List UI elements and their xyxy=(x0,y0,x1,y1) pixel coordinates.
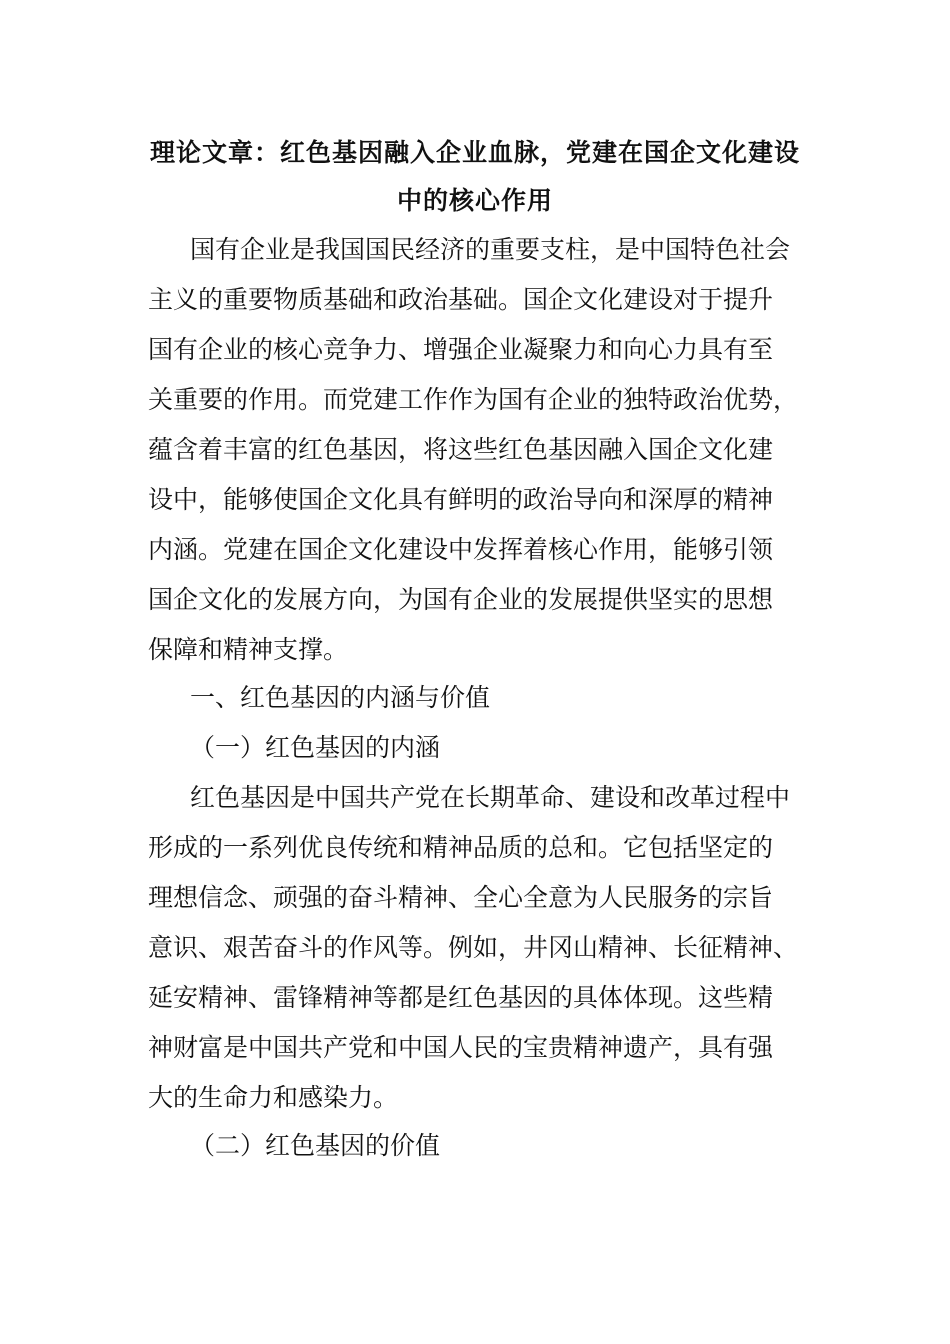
paragraph-line: 国企文化的发展方向，为国有企业的发展提供坚实的思想 xyxy=(148,585,774,614)
paragraph-line: 保障和精神支撑。 xyxy=(148,635,349,664)
paragraph-line: 内涵。党建在国企文化建设中发挥着核心作用，能够引领 xyxy=(148,535,774,564)
paragraph-line: 国有企业是我国国民经济的重要支柱，是中国特色社会 xyxy=(190,235,791,264)
paragraph-line: 神财富是中国共产党和中国人民的宝贵精神遗产，具有强 xyxy=(148,1033,774,1062)
paragraph-line: 延安精神、雷锋精神等都是红色基因的具体体现。这些精 xyxy=(148,983,774,1012)
paragraph-line: 关重要的作用。而党建工作作为国有企业的独特政治优势， xyxy=(148,385,799,414)
paragraph-line: 国有企业的核心竞争力、增强企业凝聚力和向心力具有至 xyxy=(148,335,774,364)
paragraph-line: 主义的重要物质基础和政治基础。国企文化建设对于提升 xyxy=(148,285,774,314)
paragraph-line: 红色基因是中国共产党在长期革命、建设和改革过程中 xyxy=(190,783,791,812)
paragraph-line: 意识、艰苦奋斗的作风等。例如，井冈山精神、长征精神、 xyxy=(148,933,799,962)
paragraph-line: 理想信念、顽强的奋斗精神、全心全意为人民服务的宗旨 xyxy=(148,883,774,912)
paragraph-line: 设中，能够使国企文化具有鲜明的政治导向和深厚的精神 xyxy=(148,485,774,514)
paragraph-line: 形成的一系列优良传统和精神品质的总和。它包括坚定的 xyxy=(148,833,774,862)
subsection-heading: （二）红色基因的价值 xyxy=(190,1131,441,1160)
subsection-heading: （一）红色基因的内涵 xyxy=(190,733,441,762)
paragraph-line: 蕴含着丰富的红色基因，将这些红色基因融入国企文化建 xyxy=(148,435,774,464)
section-heading: 一、红色基因的内涵与价值 xyxy=(190,683,491,712)
document-title-line-2: 中的核心作用 xyxy=(396,186,553,215)
document-title-line-1: 理论文章：红色基因融入企业血脉，党建在国企文化建设 xyxy=(149,138,800,167)
paragraph-line: 大的生命力和感染力。 xyxy=(148,1083,399,1112)
